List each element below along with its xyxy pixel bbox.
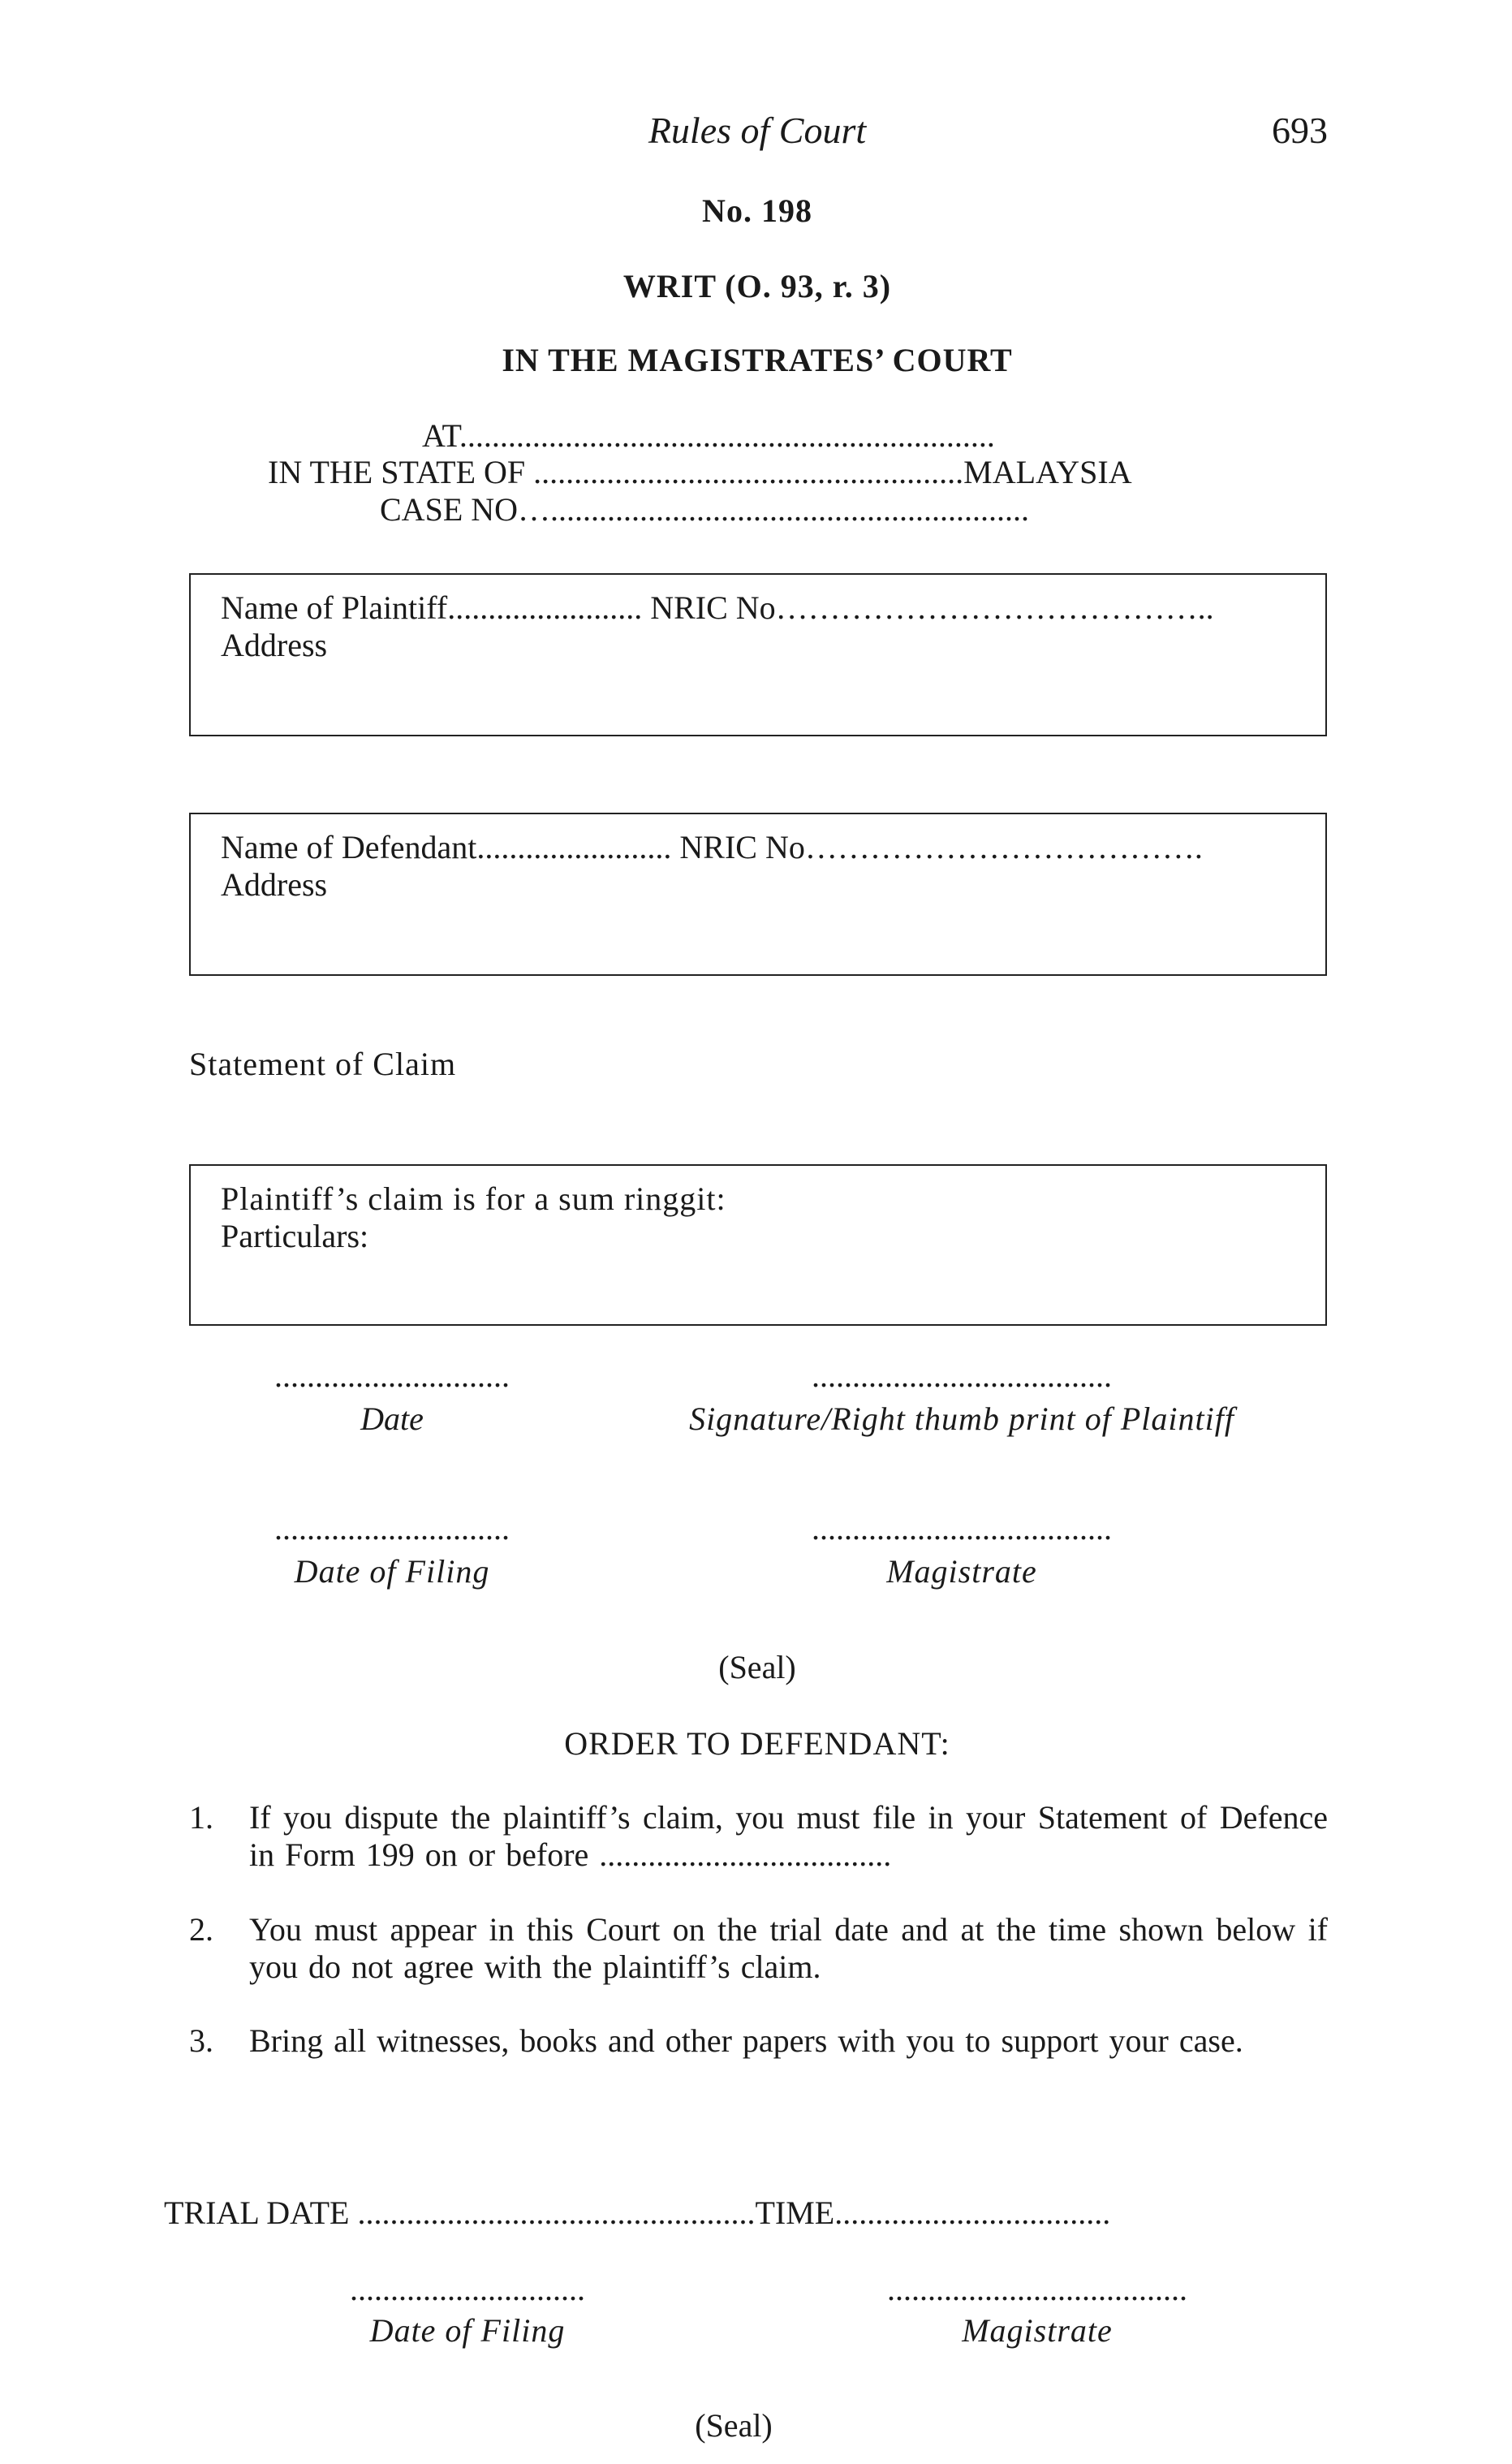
order-item-text: You must appear in this Court on the trial date and at the time shown below if you do not agree with the plaintiff’s claim.: [249, 1911, 1328, 1985]
seal-placeholder: (Seal): [718, 1649, 796, 1685]
form-title: WRIT (O. 93, r. 3): [622, 268, 892, 304]
plaintiff-signature-dots[interactable]: .....................................: [812, 1357, 1112, 1394]
magistrate-dots[interactable]: .....................................: [812, 1510, 1112, 1547]
order-item-text: Bring all witnesses, books and other papers with you to support your case.: [249, 2022, 1243, 2059]
running-title-text: Rules of Court: [648, 110, 867, 151]
statement-of-claim-heading: Statement of Claim: [189, 1046, 457, 1082]
order-item-number: 3.: [189, 2022, 213, 2059]
order-item-number: 1.: [189, 1799, 213, 1836]
page-number: 693: [1272, 110, 1328, 151]
date-dots[interactable]: .............................: [274, 1357, 510, 1394]
claim-box: [189, 1164, 1327, 1326]
trial-date-time-field[interactable]: TRIAL DATE .................................................TIME..................................: [164, 2194, 1111, 2231]
plaintiff-address-label: Address: [221, 627, 328, 663]
filing-date-label: Date of Filing: [294, 1553, 490, 1590]
claim-sum-line: Plaintiff’s claim is for a sum ringgit:: [221, 1180, 726, 1217]
defendant-address-label: Address: [221, 866, 328, 903]
court-heading: IN THE MAGISTRATES’ COURT: [502, 342, 1013, 378]
form-number: No. 198: [702, 192, 812, 229]
magistrate-label-2: Magistrate: [962, 2312, 1113, 2349]
plaintiff-signature-label: Signature/Right thumb print of Plaintiff: [689, 1400, 1234, 1437]
order-item-text: If you dispute the plaintiff’s claim, you must file in your Statement of Defence in Form 199 on or before ....................................: [249, 1799, 1328, 1873]
seal-placeholder-2: (Seal): [695, 2407, 773, 2444]
defendant-name-field[interactable]: Name of Defendant........................ NRIC No……………………………….: [221, 829, 1203, 865]
filing-date-dots[interactable]: .............................: [274, 1510, 510, 1547]
order-item-number: 2.: [189, 1911, 213, 1948]
state-field[interactable]: IN THE STATE OF .....................................................MALAYSIA: [268, 454, 1132, 490]
filing-date-dots-2[interactable]: .............................: [350, 2271, 585, 2307]
magistrate-label: Magistrate: [886, 1553, 1037, 1590]
filing-date-label-2: Date of Filing: [369, 2312, 566, 2349]
at-field[interactable]: AT..................................................................: [422, 417, 995, 454]
date-label: Date: [360, 1400, 424, 1437]
defendant-box: [189, 813, 1327, 976]
magistrate-dots-2[interactable]: .....................................: [887, 2271, 1187, 2307]
plaintiff-box: [189, 573, 1327, 736]
particulars-label: Particulars:: [221, 1218, 369, 1254]
case-no-field[interactable]: CASE NO…...........................................................: [380, 491, 1030, 528]
plaintiff-name-field[interactable]: Name of Plaintiff........................ NRIC No…………………………………..: [221, 589, 1214, 626]
order-heading: ORDER TO DEFENDANT:: [564, 1725, 950, 1762]
